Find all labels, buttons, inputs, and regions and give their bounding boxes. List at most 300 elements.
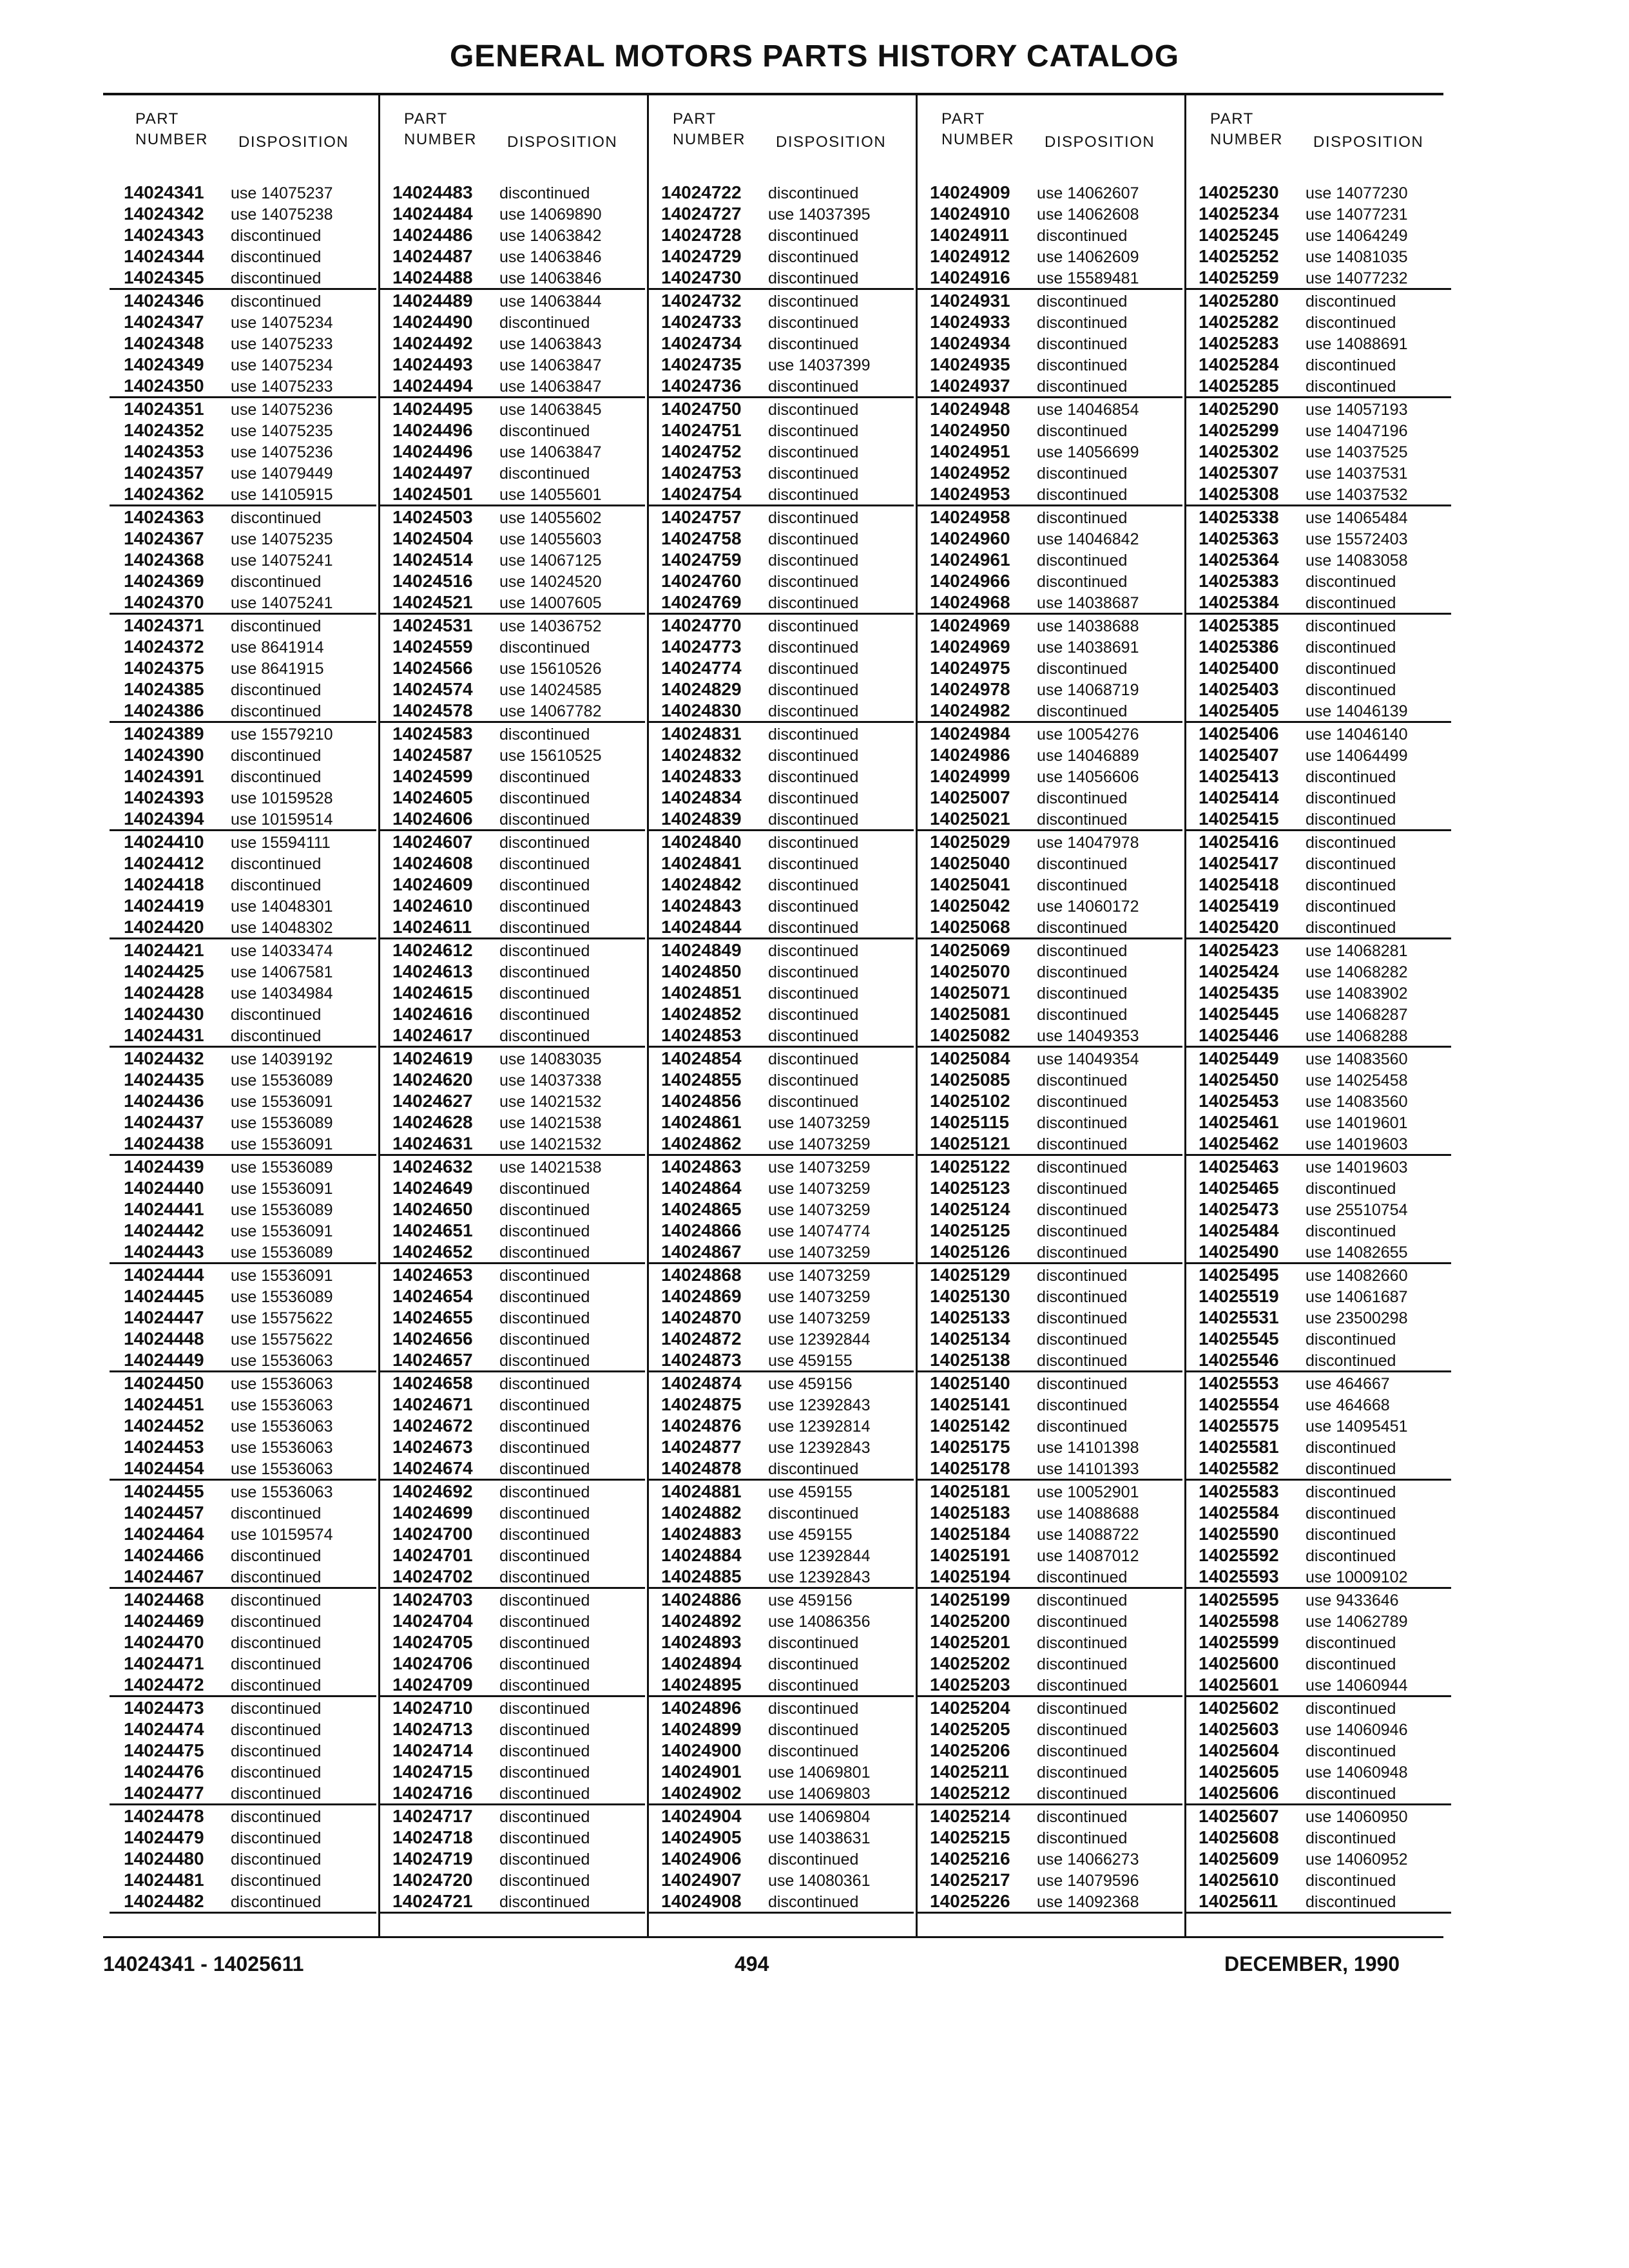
part-number: 14025406 (1199, 724, 1279, 744)
table-row (110, 224, 376, 245)
part-number: 14024615 (392, 983, 473, 1003)
part-number: 14024389 (124, 724, 204, 744)
part-number: 14024951 (930, 441, 1010, 461)
table-row (647, 1674, 914, 1695)
disposition: discontinued (1306, 681, 1396, 699)
disposition: discontinued (1037, 1785, 1128, 1803)
disposition: use 14068281 (1306, 942, 1408, 960)
part-number: 14024428 (124, 983, 204, 1003)
part-header: PART (135, 110, 179, 128)
part-number: 14024632 (392, 1157, 473, 1177)
disposition: discontinued (1306, 1222, 1396, 1240)
part-number: 14025599 (1199, 1632, 1279, 1652)
part-number: 14025531 (1199, 1307, 1279, 1327)
table-row (647, 1653, 914, 1674)
part-number: 14024904 (661, 1806, 742, 1826)
table-row (110, 1220, 376, 1241)
table-row (916, 1372, 1182, 1394)
table-row (378, 1674, 645, 1695)
disposition: use 15575622 (231, 1331, 333, 1349)
part-number: 14024912 (930, 246, 1010, 266)
table-row (378, 182, 645, 203)
part-number: 14024885 (661, 1566, 742, 1586)
disposition: discontinued (1037, 1309, 1128, 1327)
part-number: 14024733 (661, 312, 742, 332)
table-row (1184, 636, 1451, 657)
table-row (1184, 332, 1451, 354)
table-row (110, 1827, 376, 1848)
disposition: use 14069890 (499, 206, 602, 224)
table-row (1184, 375, 1451, 396)
table-row (110, 1177, 376, 1198)
disposition: discontinued (768, 1006, 859, 1024)
disposition: use 14047196 (1306, 422, 1408, 440)
table-row (916, 1048, 1182, 1069)
disposition: use 10159528 (231, 789, 333, 807)
disposition: discontinued (1037, 1613, 1128, 1631)
entry-group (378, 1481, 645, 1589)
disposition: use 14086356 (768, 1613, 871, 1631)
disposition: discontinued (499, 1700, 590, 1718)
disposition: discontinued (1037, 963, 1128, 981)
disposition: use 14073259 (768, 1201, 871, 1219)
table-row (110, 419, 376, 441)
table-row (110, 311, 376, 332)
table-row (916, 1090, 1182, 1111)
table-row (378, 483, 645, 505)
disposition: use 14077231 (1306, 206, 1408, 224)
table-row (110, 1328, 376, 1349)
part-number: 14024710 (392, 1698, 473, 1718)
disposition: use 15575622 (231, 1309, 333, 1327)
table-row (916, 723, 1182, 744)
disposition: discontinued (499, 1006, 590, 1024)
part-number: 14024350 (124, 376, 204, 396)
entry-group (378, 290, 645, 398)
part-number: 14024999 (930, 766, 1010, 786)
disposition: discontinued (768, 594, 859, 612)
part-number: 14024969 (930, 615, 1010, 635)
part-number: 14025184 (930, 1524, 1010, 1544)
part-number: 14025230 (1199, 182, 1279, 202)
table-row (378, 354, 645, 375)
table-row (378, 591, 645, 613)
disposition: discontinued (1306, 1483, 1396, 1501)
part-number: 14024934 (930, 333, 1010, 353)
part-number: 14024703 (392, 1590, 473, 1610)
disposition: discontinued (499, 465, 590, 483)
disposition: discontinued (1306, 898, 1396, 916)
entry-group (916, 290, 1182, 398)
disposition: use 15536091 (231, 1135, 333, 1153)
column-entries (1184, 182, 1451, 1914)
entry-group (647, 615, 914, 723)
part-number: 14024363 (124, 507, 204, 527)
disposition: discontinued (499, 1352, 590, 1370)
part-number: 14024719 (392, 1849, 473, 1869)
table-row (1184, 549, 1451, 570)
table-row (378, 462, 645, 483)
part-number: 14025450 (1199, 1070, 1279, 1090)
part-number: 14024444 (124, 1265, 204, 1285)
table-row (110, 1394, 376, 1415)
part-number: 14025245 (1199, 225, 1279, 245)
part-number: 14024658 (392, 1373, 473, 1393)
column-header (110, 94, 376, 182)
part-number: 14024375 (124, 658, 204, 678)
part-number: 14025285 (1199, 376, 1279, 396)
part-number: 14025216 (930, 1849, 1010, 1869)
table-row (378, 1566, 645, 1587)
disposition: use 14073259 (768, 1309, 871, 1327)
disposition: use 14046889 (1037, 747, 1139, 765)
part-number: 14024496 (392, 420, 473, 440)
part-number: 14024394 (124, 809, 204, 829)
part-number: 14025595 (1199, 1590, 1279, 1610)
disposition: use 14056606 (1037, 768, 1139, 786)
footer-part-range: 14024341 - 14025611 (103, 1952, 304, 1975)
table-row (378, 1394, 645, 1415)
table-row (110, 678, 376, 700)
disposition: use 14067125 (499, 552, 602, 570)
disposition: discontinued (1306, 1655, 1396, 1673)
entry-group (110, 723, 376, 831)
entry-group (916, 723, 1182, 831)
disposition: discontinued (499, 1655, 590, 1673)
entry-group (916, 939, 1182, 1048)
entry-group (110, 1156, 376, 1264)
part-number: 14024455 (124, 1481, 204, 1501)
table-row (378, 1372, 645, 1394)
disposition: discontinued (499, 1634, 590, 1652)
disposition: discontinued (1037, 985, 1128, 1003)
part-number: 14024908 (661, 1891, 742, 1911)
table-row (378, 1457, 645, 1479)
table-row (647, 1827, 914, 1848)
part-number: 14024713 (392, 1719, 473, 1739)
disposition: use 14073259 (768, 1267, 871, 1285)
table-row (378, 1697, 645, 1718)
part-number: 14024606 (392, 809, 473, 829)
entry-group (110, 1805, 376, 1914)
part-number: 14024347 (124, 312, 204, 332)
disposition-header: DISPOSITION (1313, 133, 1424, 151)
part-number: 14024894 (661, 1653, 742, 1673)
table-row (647, 462, 914, 483)
part-number: 14024493 (392, 354, 473, 374)
part-number: 14024734 (661, 333, 742, 353)
part-number: 14024754 (661, 484, 742, 504)
table-row (647, 1307, 914, 1328)
entry-group (647, 723, 914, 831)
part-number: 14024870 (661, 1307, 742, 1327)
part-number: 14025126 (930, 1242, 1010, 1262)
disposition: use 14046139 (1306, 702, 1408, 720)
part-number: 14024516 (392, 571, 473, 591)
table-row (916, 1610, 1182, 1631)
entry-group (647, 831, 914, 939)
part-number: 14024484 (392, 204, 473, 224)
table-row (378, 1133, 645, 1154)
entry-group (378, 831, 645, 939)
table-row (1184, 224, 1451, 245)
table-row (647, 1069, 914, 1090)
entry-group (1184, 290, 1451, 398)
part-number: 14024854 (661, 1048, 742, 1068)
table-row (916, 441, 1182, 462)
table-row (378, 1111, 645, 1133)
disposition: discontinued (1306, 1547, 1396, 1565)
table-row (647, 1740, 914, 1761)
part-number: 14024495 (392, 399, 473, 419)
part-number: 14024856 (661, 1091, 742, 1111)
table-row (647, 1848, 914, 1869)
disposition: use 15536091 (231, 1222, 333, 1240)
part-number: 14024578 (392, 700, 473, 720)
disposition: discontinued (1306, 768, 1396, 786)
disposition: use 15594111 (231, 834, 331, 852)
disposition: discontinued (1037, 314, 1128, 332)
table-row (1184, 1024, 1451, 1046)
disposition: use 14037395 (768, 206, 871, 224)
part-number: 14024418 (124, 874, 204, 894)
part-number: 14025400 (1199, 658, 1279, 678)
part-number: 14025608 (1199, 1827, 1279, 1847)
table-row (916, 1457, 1182, 1479)
part-number: 14025610 (1199, 1870, 1279, 1890)
table-row (916, 808, 1182, 829)
table-row (647, 700, 914, 721)
part-number: 14025307 (1199, 463, 1279, 483)
table-row (647, 1133, 914, 1154)
disposition: discontinued (231, 1700, 322, 1718)
number-header: NUMBER (941, 131, 1015, 148)
part-number: 14025414 (1199, 787, 1279, 807)
part-number: 14024609 (392, 874, 473, 894)
part-number: 14024448 (124, 1329, 204, 1349)
disposition: use 14083035 (499, 1050, 602, 1068)
part-number: 14025583 (1199, 1481, 1279, 1501)
disposition: use 14062608 (1037, 206, 1139, 224)
table-row (110, 182, 376, 203)
disposition: discontinued (499, 1677, 590, 1695)
part-number: 14024753 (661, 463, 742, 483)
entry-group (916, 1697, 1182, 1805)
table-row (378, 1653, 645, 1674)
part-number: 14025142 (930, 1416, 1010, 1436)
disposition: discontinued (768, 963, 859, 981)
table-row (647, 1024, 914, 1046)
table-row (647, 982, 914, 1003)
part-number: 14024849 (661, 940, 742, 960)
part-number: 14024863 (661, 1157, 742, 1177)
entry-group (110, 290, 376, 398)
part-number: 14024892 (661, 1611, 742, 1631)
table-row (378, 1264, 645, 1285)
disposition: use 15536091 (231, 1093, 333, 1111)
part-number: 14024372 (124, 637, 204, 657)
part-number: 14024497 (392, 463, 473, 483)
part-header: PART (1210, 110, 1254, 128)
part-number: 14024438 (124, 1133, 204, 1153)
table-row (1184, 267, 1451, 288)
table-row (378, 1589, 645, 1610)
table-row (378, 245, 645, 267)
table-row (378, 1890, 645, 1912)
table-row (647, 678, 914, 700)
table-row (916, 1307, 1182, 1328)
part-number: 14025211 (930, 1762, 1010, 1782)
part-number: 14024901 (661, 1762, 742, 1782)
table-row (110, 441, 376, 462)
part-number: 14025214 (930, 1806, 1010, 1826)
disposition: discontinued (1037, 1331, 1128, 1349)
part-number: 14025495 (1199, 1265, 1279, 1285)
entry-group (916, 1156, 1182, 1264)
part-number: 14024986 (930, 745, 1010, 765)
catalog-column-5 (1184, 94, 1451, 1914)
disposition: discontinued (768, 573, 859, 591)
table-row (647, 1156, 914, 1177)
table-row (647, 245, 914, 267)
entry-group (110, 182, 376, 290)
disposition: use 14069801 (768, 1763, 871, 1782)
disposition: use 14063847 (499, 356, 602, 374)
table-row (110, 852, 376, 874)
entry-group (378, 1805, 645, 1914)
part-number: 14024883 (661, 1524, 742, 1544)
table-row (378, 290, 645, 311)
part-number: 14024385 (124, 679, 204, 699)
disposition: discontinued (1037, 1244, 1128, 1262)
part-number: 14024391 (124, 766, 204, 786)
disposition: discontinued (768, 530, 859, 548)
disposition: use 14075236 (231, 401, 333, 419)
disposition: use 14067581 (231, 963, 333, 981)
entry-group (916, 1264, 1182, 1372)
column-header (378, 94, 645, 182)
disposition: discontinued (231, 509, 322, 527)
entry-group (110, 1589, 376, 1697)
part-number: 14025598 (1199, 1611, 1279, 1631)
part-number: 14024620 (392, 1070, 473, 1090)
table-row (110, 831, 376, 852)
disposition: use 15536063 (231, 1418, 333, 1436)
disposition: use 14067782 (499, 702, 602, 720)
disposition: discontinued (768, 919, 859, 937)
entry-group (378, 1156, 645, 1264)
disposition: discontinued (1306, 1180, 1396, 1198)
disposition: use 14048302 (231, 919, 333, 937)
table-row (916, 1198, 1182, 1220)
part-number: 14024650 (392, 1199, 473, 1219)
disposition: use 14060944 (1306, 1677, 1408, 1695)
part-number: 14024862 (661, 1133, 742, 1153)
part-number: 14024478 (124, 1806, 204, 1826)
table-row (110, 723, 376, 744)
part-number: 14024348 (124, 333, 204, 353)
table-row (647, 528, 914, 549)
table-row (110, 1264, 376, 1285)
part-number: 14025338 (1199, 507, 1279, 527)
disposition: discontinued (1037, 1829, 1128, 1847)
part-number: 14024371 (124, 615, 204, 635)
disposition: discontinued (499, 1504, 590, 1523)
table-row (647, 1285, 914, 1307)
part-number: 14024342 (124, 204, 204, 224)
disposition: use 14083058 (1306, 552, 1408, 570)
table-row (378, 1502, 645, 1523)
table-row (110, 1610, 376, 1631)
part-number: 14024937 (930, 376, 1010, 396)
part-number: 14024656 (392, 1329, 473, 1349)
table-row (647, 1890, 914, 1912)
table-row (647, 290, 914, 311)
table-row (1184, 245, 1451, 267)
table-row (916, 332, 1182, 354)
disposition: discontinued (1306, 919, 1396, 937)
part-number: 14025446 (1199, 1025, 1279, 1045)
part-number: 14024882 (661, 1503, 742, 1523)
table-row (916, 1241, 1182, 1262)
disposition: discontinued (1037, 1655, 1128, 1673)
disposition: discontinued (499, 1829, 590, 1847)
table-row (110, 615, 376, 636)
entry-group (1184, 1481, 1451, 1589)
part-number: 14024492 (392, 333, 473, 353)
part-number: 14025445 (1199, 1004, 1279, 1024)
part-number: 14025606 (1199, 1783, 1279, 1803)
part-number: 14024831 (661, 724, 742, 744)
table-row (378, 332, 645, 354)
disposition: use 9433646 (1306, 1591, 1399, 1610)
disposition: discontinued (1306, 1829, 1396, 1847)
part-number: 14024844 (661, 917, 742, 937)
part-number: 14024952 (930, 463, 1010, 483)
disposition: use 14046842 (1037, 530, 1139, 548)
table-row (110, 483, 376, 505)
table-row (916, 1566, 1182, 1587)
disposition: discontinued (768, 269, 859, 287)
disposition: use 14083560 (1306, 1050, 1408, 1068)
disposition: discontinued (499, 789, 590, 807)
table-row (647, 1394, 914, 1415)
part-number: 14025290 (1199, 399, 1279, 419)
part-number: 14024907 (661, 1870, 742, 1890)
table-row (916, 678, 1182, 700)
disposition: use 15536089 (231, 1201, 333, 1219)
part-number: 14024353 (124, 441, 204, 461)
table-row (378, 1481, 645, 1502)
part-number: 14025420 (1199, 917, 1279, 937)
disposition: use 14037525 (1306, 443, 1408, 461)
part-number: 14024343 (124, 225, 204, 245)
part-number: 14025082 (930, 1025, 1010, 1045)
table-row (110, 1502, 376, 1523)
disposition: use 14088722 (1037, 1526, 1139, 1544)
part-number: 14024476 (124, 1762, 204, 1782)
table-row (110, 700, 376, 721)
disposition: discontinued (1306, 293, 1396, 311)
disposition: use 15536063 (231, 1396, 333, 1414)
table-row (110, 1782, 376, 1803)
table-row (110, 1415, 376, 1436)
table-row (1184, 1241, 1451, 1262)
disposition: use 14055603 (499, 530, 602, 548)
part-number: 14024421 (124, 940, 204, 960)
part-number: 14024692 (392, 1481, 473, 1501)
table-row (647, 332, 914, 354)
